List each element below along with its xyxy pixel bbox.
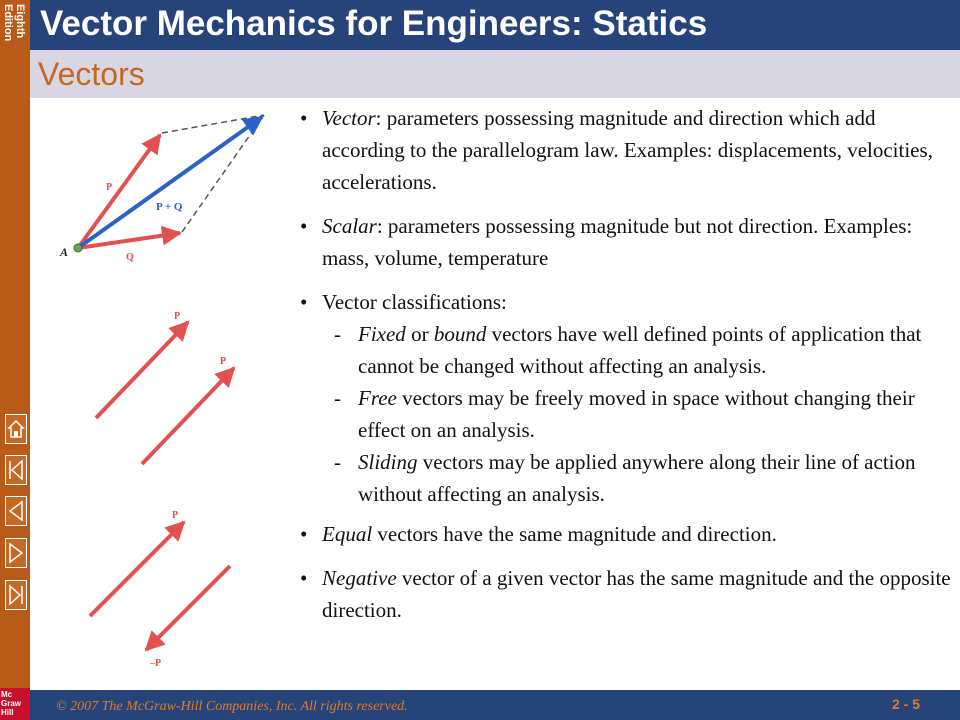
previous-slide-icon xyxy=(6,497,26,525)
home-button[interactable] xyxy=(5,414,27,444)
equal-vector-1-arrow xyxy=(96,322,188,418)
scalar-term: Scalar xyxy=(322,214,377,238)
equal-vectors-figure xyxy=(96,311,234,464)
vector-definition: : parameters possessing magnitude and direction which add according to the parallelogram law. Examples: displacements, velocities, accelerations. xyxy=(322,106,933,194)
negative-vector-arrow xyxy=(146,566,230,650)
last-slide-icon xyxy=(6,581,26,609)
bullet-classifications xyxy=(300,286,952,510)
bound-term: bound xyxy=(433,322,487,346)
parallelogram-dashed-right xyxy=(182,115,264,232)
slide-content xyxy=(300,102,952,638)
slide-title-bar xyxy=(30,50,960,98)
page-number: 2 - 5 xyxy=(891,696,920,712)
sub-bullet-sliding xyxy=(322,446,952,510)
fixed-connector: or xyxy=(405,322,434,346)
negative-definition: vector of a given vector has the same magnitude and the opposite direction. xyxy=(322,566,951,622)
fixed-definition: vectors have well defined points of application that cannot be changed without affecting an analysis. xyxy=(358,322,922,378)
scalar-definition: : parameters possessing magnitude but not direction. Examples: mass, volume, temperature xyxy=(322,214,913,270)
bullet-scalar xyxy=(300,210,952,274)
slide-title: Vectors xyxy=(38,56,145,92)
equal-term: Equal xyxy=(322,522,373,546)
point-a-label: A xyxy=(60,245,69,259)
vector-q-label: Q xyxy=(126,252,134,263)
negative-vector-label: –P xyxy=(150,658,162,669)
title-bar xyxy=(30,0,960,50)
edition-word-eighth: Eighth xyxy=(14,4,26,39)
previous-slide-button[interactable] xyxy=(5,496,27,526)
positive-vector-arrow xyxy=(90,522,184,616)
vector-p-arrow xyxy=(78,135,160,248)
first-slide-button[interactable] xyxy=(5,455,27,485)
equal-vector-2-arrow xyxy=(142,368,234,464)
copyright-notice: © 2007 The McGraw-Hill Companies, Inc. All rights reserved. xyxy=(56,699,408,714)
next-slide-button[interactable] xyxy=(5,538,27,568)
home-icon xyxy=(6,415,26,443)
logo-line-1: Mc xyxy=(1,690,13,699)
free-term: Free xyxy=(358,386,397,410)
mcgraw-hill-logo xyxy=(0,688,30,720)
first-slide-icon xyxy=(6,456,26,484)
last-slide-button[interactable] xyxy=(5,580,27,610)
logo-line-2: Graw xyxy=(1,699,22,708)
vector-figures xyxy=(40,100,290,680)
classifications-heading: • Vector classifications: xyxy=(322,290,507,314)
equal-vector-2-label: P xyxy=(220,356,227,367)
bullet-vector xyxy=(300,102,952,198)
equal-vector-1-label: P xyxy=(174,311,181,322)
negative-vectors-figure xyxy=(90,510,230,669)
next-slide-icon xyxy=(6,539,26,567)
sliding-definition: vectors may be applied anywhere along their line of action without affecting an analysis. xyxy=(358,450,916,506)
sliding-term: Sliding xyxy=(358,450,418,474)
vector-p-label: P xyxy=(106,182,113,193)
logo-line-3: Hill xyxy=(1,708,14,717)
negative-term: Negative xyxy=(322,566,397,590)
left-sidebar xyxy=(0,0,30,720)
edition-label xyxy=(0,2,30,72)
fixed-term: Fixed xyxy=(358,322,406,346)
sub-bullet-free xyxy=(322,382,952,446)
vector-term: Vector xyxy=(322,106,376,130)
sub-bullet-fixed xyxy=(322,318,952,382)
vector-sum-label: P + Q xyxy=(156,201,183,213)
parallelogram-dashed-top xyxy=(162,115,264,133)
point-a-marker xyxy=(74,244,82,252)
parallelogram-law-figure xyxy=(59,115,264,263)
course-title: Vector Mechanics for Engineers: Statics xyxy=(40,4,708,43)
equal-definition: vectors have the same magnitude and direction. xyxy=(372,522,777,546)
positive-vector-label: P xyxy=(172,510,179,521)
edition-word-edition: Edition xyxy=(2,4,14,42)
footer-bar xyxy=(30,690,960,720)
bullet-negative xyxy=(300,562,952,626)
bullet-equal xyxy=(300,518,952,550)
free-definition: vectors may be freely moved in space without changing their effect on an analysis. xyxy=(358,386,915,442)
